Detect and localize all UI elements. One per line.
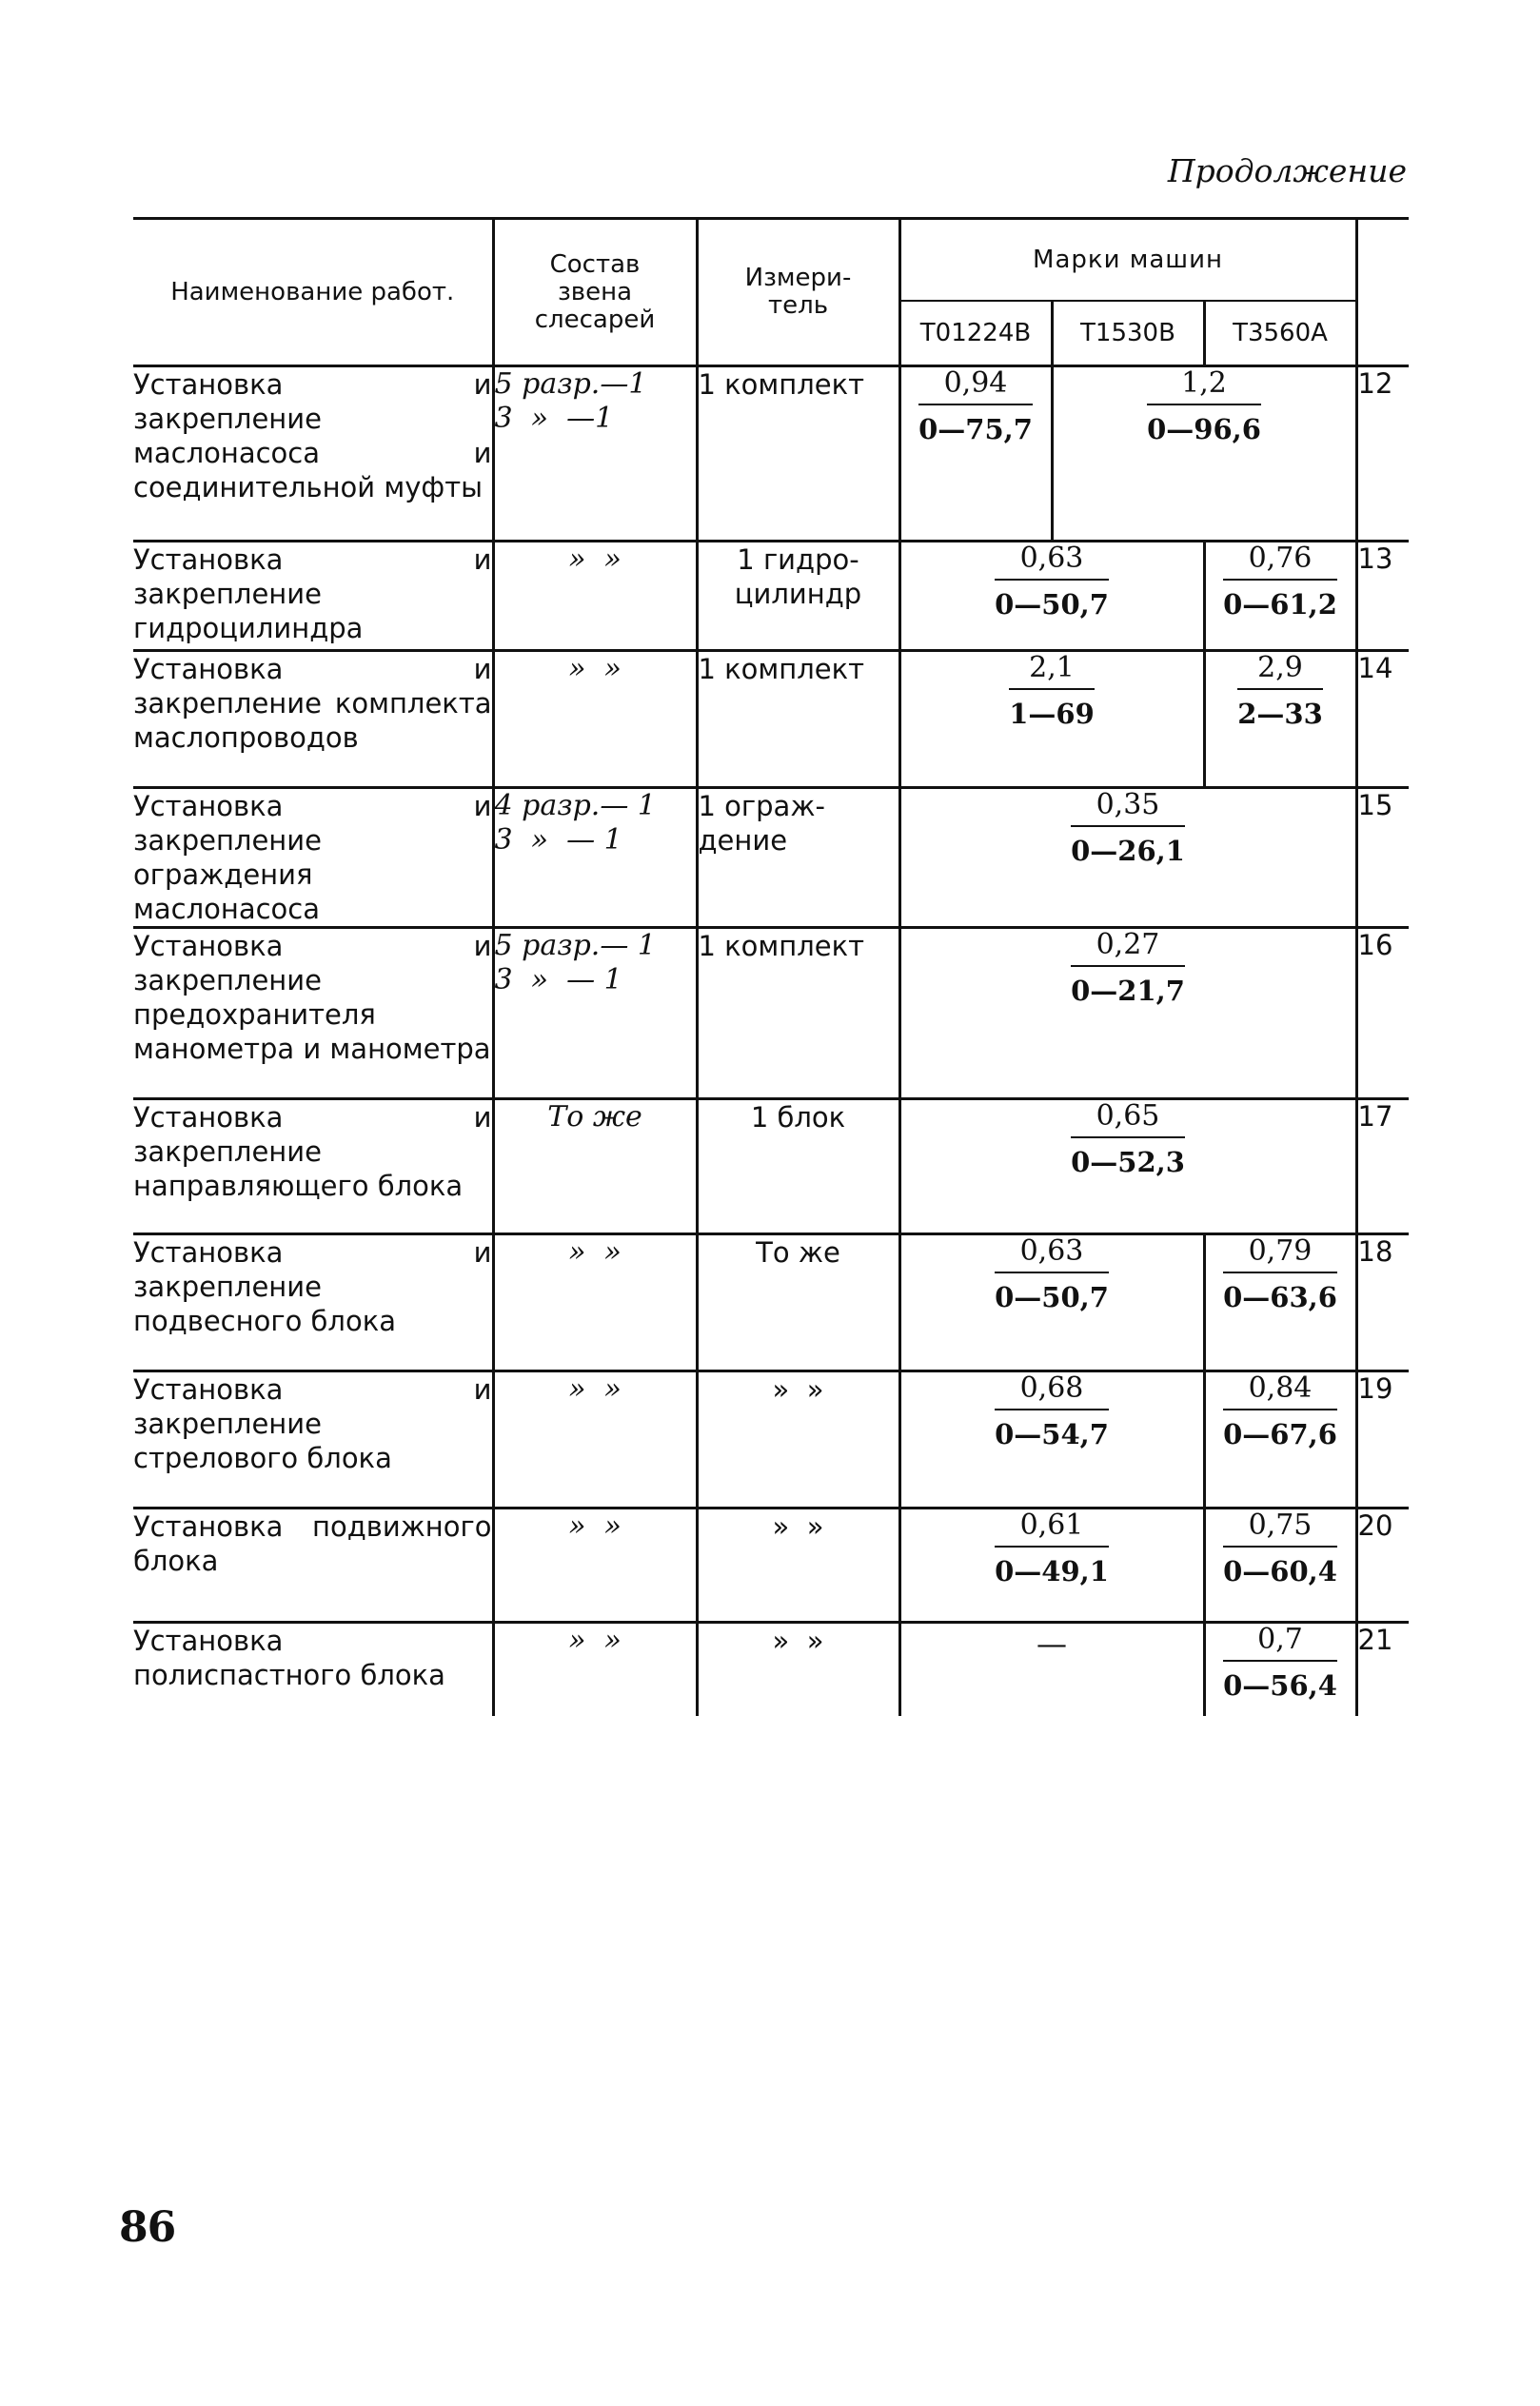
row-number: 20 [1356, 1509, 1409, 1623]
page-number: 86 [119, 2203, 176, 2252]
norm-fraction [1223, 1624, 1337, 1702]
table-body [133, 366, 1409, 1716]
continuation-label: Продолжение [1167, 152, 1407, 189]
value-cell [899, 1234, 1204, 1371]
value-cell [1204, 1509, 1356, 1623]
rate: 0—49,1 [995, 1555, 1109, 1588]
unit-of-measure: 1 блок [697, 1099, 899, 1234]
header-number [1356, 219, 1409, 366]
norm-fraction [1223, 1235, 1337, 1313]
time-norm: 0,27 [1071, 929, 1185, 967]
header-marks: Марки машин [899, 219, 1356, 302]
value-cell [1204, 542, 1356, 651]
crew-composition: 5 разр.— 1 3 » — 1 [493, 928, 697, 1099]
value-cell [1204, 651, 1356, 788]
header-crew-text: Состав звена слесарей [534, 249, 656, 334]
crew-composition: » » [493, 651, 697, 788]
header-name: Наименование работ. [133, 219, 493, 366]
row-number: 12 [1356, 366, 1409, 542]
work-name: Установка полиспастного блока [133, 1623, 493, 1716]
unit-of-measure: То же [697, 1234, 899, 1371]
unit-of-measure: 1 комплект [697, 651, 899, 788]
norm-fraction [1071, 789, 1185, 867]
value-cell [1204, 1623, 1356, 1716]
crew-composition: 5 разр.—1 3 » —1 [493, 366, 697, 542]
header-model-t1530v: Т1530В [1052, 301, 1204, 366]
value-cell [1204, 1234, 1356, 1371]
norm-fraction [995, 1372, 1109, 1450]
rate: 0—96,6 [1147, 413, 1261, 445]
norm-fraction [1237, 652, 1323, 730]
norm-fraction [995, 1235, 1109, 1313]
norm-fraction [995, 542, 1109, 621]
work-name: Установка и закрепление маслонасоса и соединительной муфты [133, 366, 493, 542]
value-cell [1204, 1371, 1356, 1509]
rate: 0—52,3 [1071, 1146, 1185, 1178]
row-number: 15 [1356, 788, 1409, 928]
value-cell [899, 928, 1356, 1099]
time-norm: 0,76 [1223, 542, 1337, 581]
rate: 1—69 [1009, 698, 1095, 730]
rate: 0—60,4 [1223, 1555, 1337, 1588]
norm-fraction [1223, 1372, 1337, 1450]
row-number: 16 [1356, 928, 1409, 1099]
row-number: 17 [1356, 1099, 1409, 1234]
value-cell [899, 366, 1052, 542]
row-number: 21 [1356, 1623, 1409, 1716]
rate: 0—56,4 [1223, 1669, 1337, 1702]
header-model-t3560a: Т3560А [1204, 301, 1356, 366]
time-norm: 0,75 [1223, 1509, 1337, 1548]
rate: 2—33 [1237, 698, 1323, 730]
table-row [133, 788, 1409, 928]
crew-composition: 4 разр.— 1 3 » — 1 [493, 788, 697, 928]
value-cell [899, 542, 1204, 651]
header-unit [697, 219, 899, 366]
table-row [133, 651, 1409, 788]
norm-fraction [995, 1509, 1109, 1588]
unit-of-measure: 1 комплект [697, 366, 899, 542]
work-name: Установка и закрепление стрелового блока [133, 1371, 493, 1509]
header-model-t01224v: Т01224В [899, 301, 1052, 366]
table-row [133, 1371, 1409, 1509]
norm-fraction [918, 367, 1033, 445]
rate: 0—50,7 [995, 1281, 1109, 1313]
time-norm: 2,9 [1237, 652, 1323, 690]
row-number: 14 [1356, 651, 1409, 788]
norm-fraction [1071, 929, 1185, 1007]
work-name: Установка и закрепление комплекта маслопроводов [133, 651, 493, 788]
work-name: Установка подвижного блока [133, 1509, 493, 1623]
unit-of-measure: » » [697, 1371, 899, 1509]
time-norm: 0,63 [995, 1235, 1109, 1273]
rate: 0—67,6 [1223, 1418, 1337, 1450]
unit-of-measure: 1 гидро- цилиндр [697, 542, 899, 651]
crew-composition: » » [493, 1623, 697, 1716]
time-norm: 0,84 [1223, 1372, 1337, 1410]
work-name: Установка и закрепление предохранителя манометра и манометра [133, 928, 493, 1099]
work-name: Установка и закрепление ограждения маслонасоса [133, 788, 493, 928]
crew-composition: » » [493, 1234, 697, 1371]
row-number: 19 [1356, 1371, 1409, 1509]
crew-composition: То же [493, 1099, 697, 1234]
time-norm: 0,65 [1071, 1100, 1185, 1138]
table-row [133, 1099, 1409, 1234]
time-norm: 2,1 [1009, 652, 1095, 690]
table-row [133, 1234, 1409, 1371]
crew-composition: » » [493, 1371, 697, 1509]
work-name: Установка и закрепление подвесного блока [133, 1234, 493, 1371]
crew-composition: » » [493, 1509, 697, 1623]
norms-table [133, 217, 1409, 1716]
norm-fraction [1009, 652, 1095, 730]
value-cell [899, 651, 1204, 788]
row-number: 13 [1356, 542, 1409, 651]
table-row [133, 1623, 1409, 1716]
time-norm: 0,63 [995, 542, 1109, 581]
time-norm: 0,7 [1223, 1624, 1337, 1662]
table-row [133, 366, 1409, 542]
value-cell [1052, 366, 1356, 542]
table-row [133, 542, 1409, 651]
unit-of-measure: 1 ограж- дение [697, 788, 899, 928]
time-norm: 0,68 [995, 1372, 1109, 1410]
time-norm: 0,61 [995, 1509, 1109, 1548]
table-row [133, 1509, 1409, 1623]
time-norm: 0,35 [1071, 789, 1185, 827]
rate: 0—61,2 [1223, 588, 1337, 621]
rate: 0—54,7 [995, 1418, 1109, 1450]
time-norm: 1,2 [1147, 367, 1261, 405]
time-norm: 0,79 [1223, 1235, 1337, 1273]
value-cell [899, 1509, 1204, 1623]
rate: 0—50,7 [995, 588, 1109, 621]
row-number: 18 [1356, 1234, 1409, 1371]
rate: 0—63,6 [1223, 1281, 1337, 1313]
work-name: Установка и закрепление направляющего блока [133, 1099, 493, 1234]
work-name: Установка и закрепление гидроцилиндра [133, 542, 493, 651]
norm-fraction [1223, 1509, 1337, 1588]
table-row [133, 928, 1409, 1099]
value-cell [899, 788, 1356, 928]
rate: 0—75,7 [918, 413, 1033, 445]
no-value-dash: — [1037, 1626, 1067, 1662]
norm-fraction [1071, 1100, 1185, 1178]
unit-of-measure: 1 комплект [697, 928, 899, 1099]
time-norm: 0,94 [918, 367, 1033, 405]
crew-composition: » » [493, 542, 697, 651]
rate: 0—21,7 [1071, 975, 1185, 1007]
rate: 0—26,1 [1071, 835, 1185, 867]
unit-of-measure: » » [697, 1509, 899, 1623]
value-cell [899, 1099, 1356, 1234]
norm-fraction [1223, 542, 1337, 621]
unit-of-measure: » » [697, 1623, 899, 1716]
norm-fraction [1147, 367, 1261, 445]
header-crew [493, 219, 697, 366]
value-cell [899, 1623, 1204, 1716]
header-unit-text: Измери-тель [744, 264, 852, 320]
value-cell [899, 1371, 1204, 1509]
